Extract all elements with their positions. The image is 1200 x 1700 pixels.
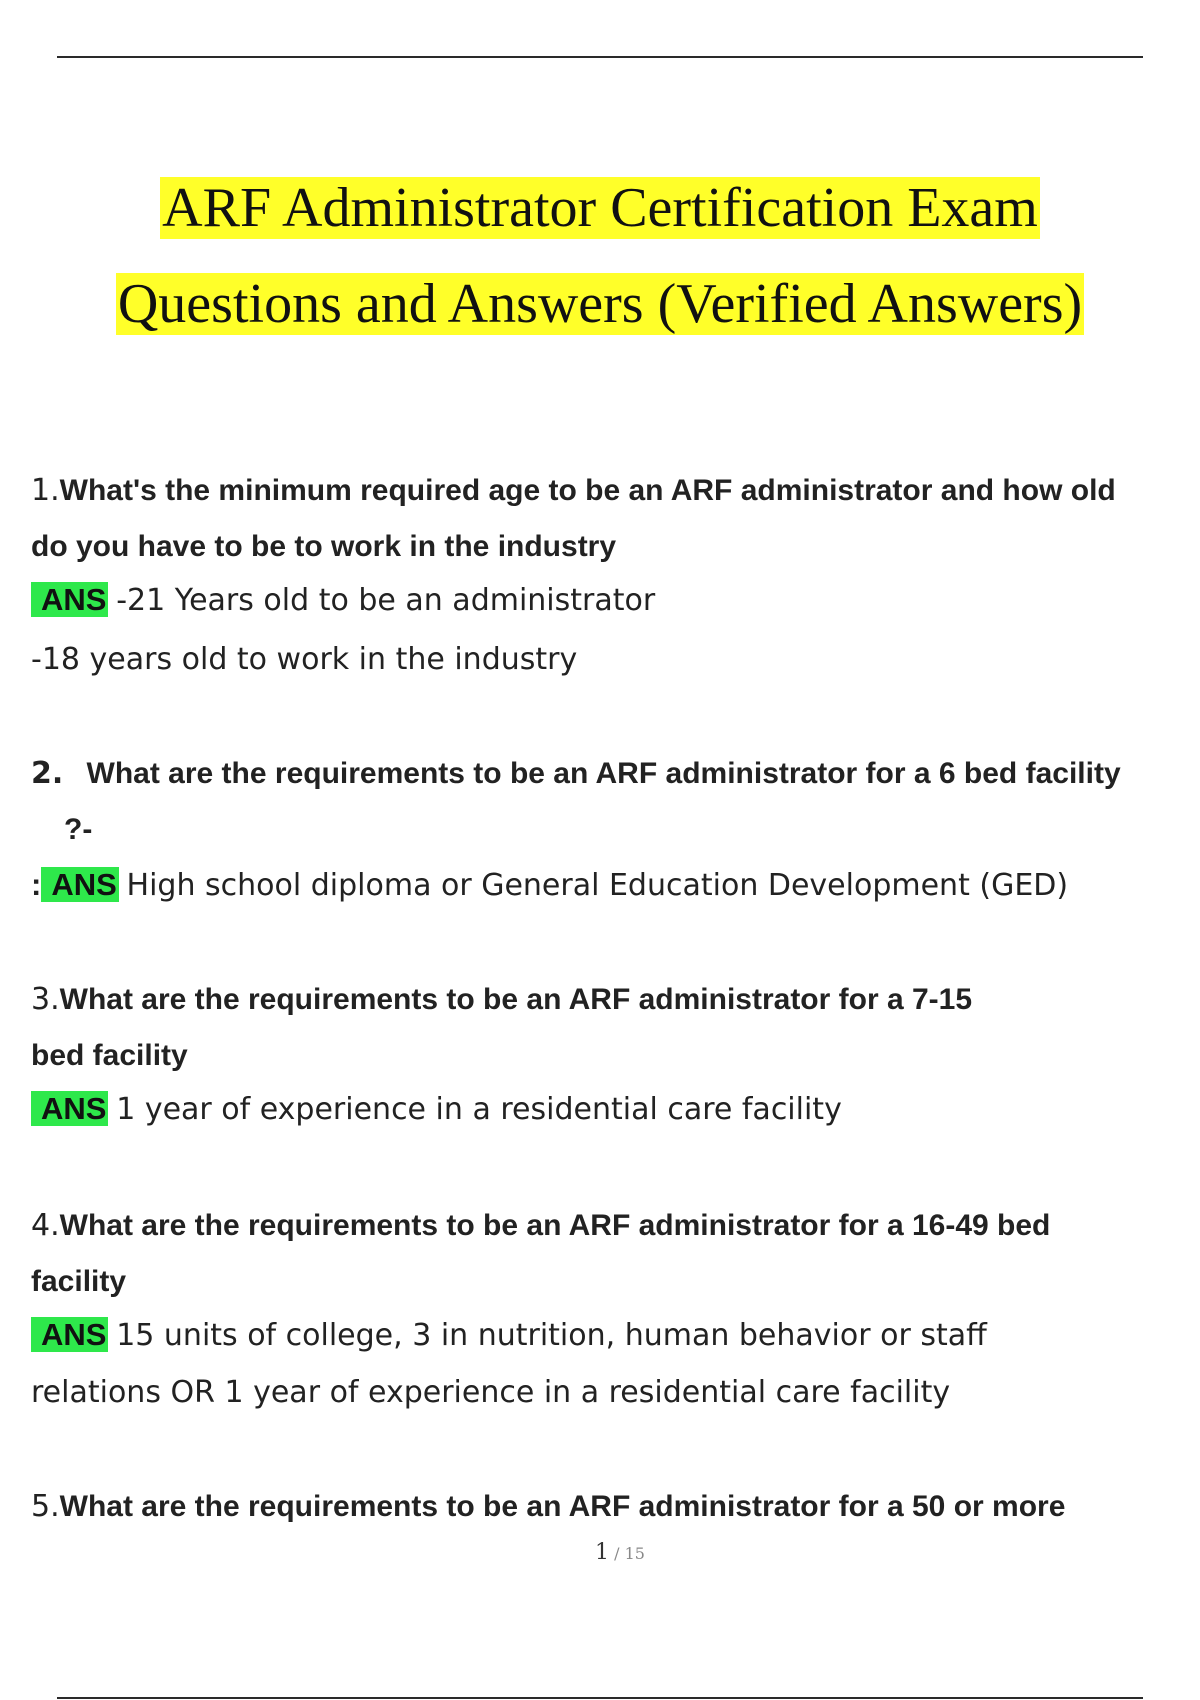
question-4-line-2 — [31, 1261, 126, 1302]
answer-2-text-1: High school diploma or General Education Development (GED) — [126, 868, 1069, 903]
question-1-number: 1. — [31, 473, 60, 508]
title-highlight-1: ARF Administrator Certification Exam — [162, 177, 1038, 239]
question-3-text-2: bed facility — [31, 1039, 188, 1072]
answer-4-text-1: 15 units of college, 3 in nutrition, human behavior or staff — [116, 1318, 987, 1353]
document-title-line-2 — [0, 272, 1200, 336]
ans-badge: ANS — [31, 1317, 108, 1352]
answer-3-text-1: 1 year of experience in a residential care facility — [116, 1092, 842, 1127]
ans-badge: ANS — [31, 582, 108, 617]
question-4-text-1: What are the requirements to be an ARF administrator for a 16-49 bed — [59, 1209, 1051, 1242]
page-indicator — [0, 1540, 1200, 1565]
page-current: 1 — [595, 1540, 610, 1565]
answer-4-text-2: relations OR 1 year of experience in a residential care facility — [31, 1375, 951, 1410]
question-2-number: 2. — [31, 756, 64, 791]
answer-4-line-1 — [31, 1315, 987, 1356]
answer-3-line-1 — [31, 1089, 842, 1130]
bottom-rule — [57, 1697, 1143, 1699]
question-5-line-1 — [31, 1486, 1065, 1527]
answer-2-prefix: : — [31, 867, 42, 902]
page-separator: / — [614, 1544, 620, 1563]
question-4-line-1 — [31, 1205, 1050, 1246]
question-1-text-1: What's the minimum required age to be an ARF administrator and how old — [59, 474, 1116, 507]
question-3-line-2 — [31, 1035, 188, 1076]
ans-badge: ANS — [41, 867, 118, 902]
answer-1-text-1: -21 Years old to be an administrator — [116, 583, 656, 618]
question-2-text-1: What are the requirements to be an ARF administrator for a 6 bed facility — [86, 757, 1121, 790]
question-5-number: 5. — [31, 1489, 60, 1524]
top-rule — [57, 56, 1143, 58]
question-4-number: 4. — [31, 1208, 60, 1243]
question-3-number: 3. — [31, 982, 60, 1017]
answer-1-line-2 — [31, 639, 577, 680]
document-title-line-1 — [0, 176, 1200, 240]
title-highlight-2: Questions and Answers (Verified Answers) — [117, 273, 1083, 335]
question-5-text-1: What are the requirements to be an ARF administrator for a 50 or more — [59, 1490, 1066, 1523]
ans-badge: ANS — [31, 1091, 108, 1126]
question-1-line-1 — [31, 470, 1116, 511]
answer-4-line-2 — [31, 1372, 950, 1413]
answer-1-line-1 — [31, 580, 655, 621]
answer-1-text-2: -18 years old to work in the industry — [31, 642, 578, 677]
question-3-line-1 — [31, 979, 972, 1020]
question-2-line-2 — [64, 809, 92, 850]
question-1-line-2 — [31, 526, 616, 567]
question-1-text-2: do you have to be to work in the industry — [31, 530, 617, 563]
question-3-text-1: What are the requirements to be an ARF administrator for a 7-15 — [59, 983, 973, 1016]
question-2-line-1 — [31, 753, 1121, 794]
page-total: 15 — [624, 1544, 645, 1563]
question-4-text-2: facility — [31, 1265, 127, 1298]
question-2-text-2: ?- — [64, 813, 93, 846]
answer-2-line-1 — [31, 865, 1068, 906]
